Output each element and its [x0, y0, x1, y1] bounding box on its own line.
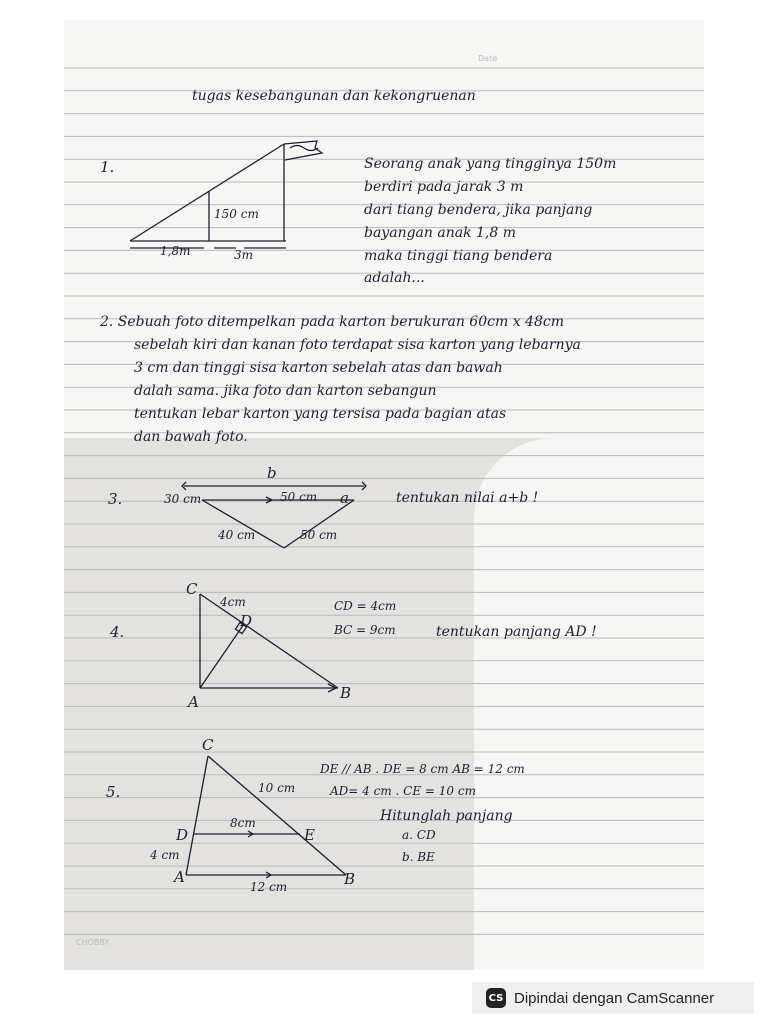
q1-line: adalah...	[364, 270, 425, 286]
q2-line: dan bawah foto.	[134, 429, 248, 445]
q2-line: 3 cm dan tinggi sisa karton sebelah atas dan bawah	[134, 360, 503, 376]
q4-label-a: A	[188, 693, 199, 711]
q4-number: 4.	[110, 623, 125, 641]
q1-line: maka tinggi tiang bendera	[364, 248, 553, 264]
q1-number: 1.	[100, 158, 115, 176]
q5-side-ca	[186, 756, 208, 875]
q3-label-b: b	[267, 464, 277, 482]
q1-label-shadow: 1,8m	[160, 244, 191, 258]
q1-line: berdiri pada jarak 3 m	[364, 179, 524, 195]
q3-label-30: 30 cm	[164, 492, 202, 506]
q5-label-10: 10 cm	[258, 781, 296, 795]
q4-label-b: B	[340, 684, 352, 702]
q5-label-b: B	[344, 870, 356, 888]
page-title: tugas kesebangunan dan kekongruenan	[192, 88, 476, 104]
q2-line: sebelah kiri dan kanan foto terdapat sisa karton yang lebarnya	[134, 337, 581, 353]
q2-line: 2. Sebuah foto ditempelkan pada karton berukuran 60cm x 48cm	[100, 314, 564, 330]
q4-given-bc: BC = 9cm	[334, 623, 396, 637]
q2-line: dalah sama. jika foto dan karton sebangun	[134, 383, 437, 399]
q5-label-12: 12 cm	[250, 880, 288, 894]
q5-label-8: 8cm	[230, 816, 256, 830]
q3-label-50-top: 50 cm	[280, 490, 318, 504]
q4-label-d: D	[240, 612, 253, 630]
q5-given-1: DE // AB . DE = 8 cm AB = 12 cm	[320, 762, 525, 776]
camscanner-text: Dipindai dengan CamScanner	[514, 989, 715, 1007]
q5-part-b: b. BE	[402, 850, 435, 864]
q5-label-a: A	[174, 868, 185, 886]
q3-instruction: tentukan nilai a+b !	[396, 490, 539, 506]
q4-label-4cm: 4cm	[220, 595, 246, 609]
q5-given-2: AD= 4 cm . CE = 10 cm	[330, 784, 476, 798]
q3-label-50-bottom: 50 cm	[300, 528, 338, 542]
camscanner-logo-icon: CS	[486, 988, 506, 1008]
q1-label-distance: 3m	[234, 248, 254, 262]
q2-line: tentukan lebar karton yang tersisa pada bagian atas	[134, 406, 507, 422]
q5-label-e: E	[304, 826, 315, 844]
notebook-page	[64, 20, 704, 970]
q1-line: dari tiang bendera, jika panjang	[364, 202, 593, 218]
camscanner-watermark	[472, 982, 754, 1014]
notebook-brand: CHOBBY	[76, 938, 110, 947]
q1-line: bayangan anak 1,8 m	[364, 225, 516, 241]
q4-instruction: tentukan panjang AD !	[436, 624, 597, 640]
q3-number: 3.	[108, 490, 123, 508]
q4-given-cd: CD = 4cm	[334, 599, 397, 613]
q3-label-40: 40 cm	[218, 528, 256, 542]
q4-label-c: C	[186, 580, 198, 598]
q1-line: Seorang anak yang tingginya 150m	[364, 156, 617, 172]
q5-label-d: D	[176, 826, 189, 844]
q5-label-4: 4 cm	[150, 848, 180, 862]
q3-label-a: a	[340, 489, 349, 507]
q5-number: 5.	[106, 783, 121, 801]
q1-label-height: 150 cm	[214, 207, 259, 221]
q5-label-c: C	[202, 736, 214, 754]
q5-part-a: a. CD	[402, 828, 436, 842]
date-label: Date	[478, 54, 498, 63]
q5-ask: Hitunglah panjang	[380, 808, 513, 824]
